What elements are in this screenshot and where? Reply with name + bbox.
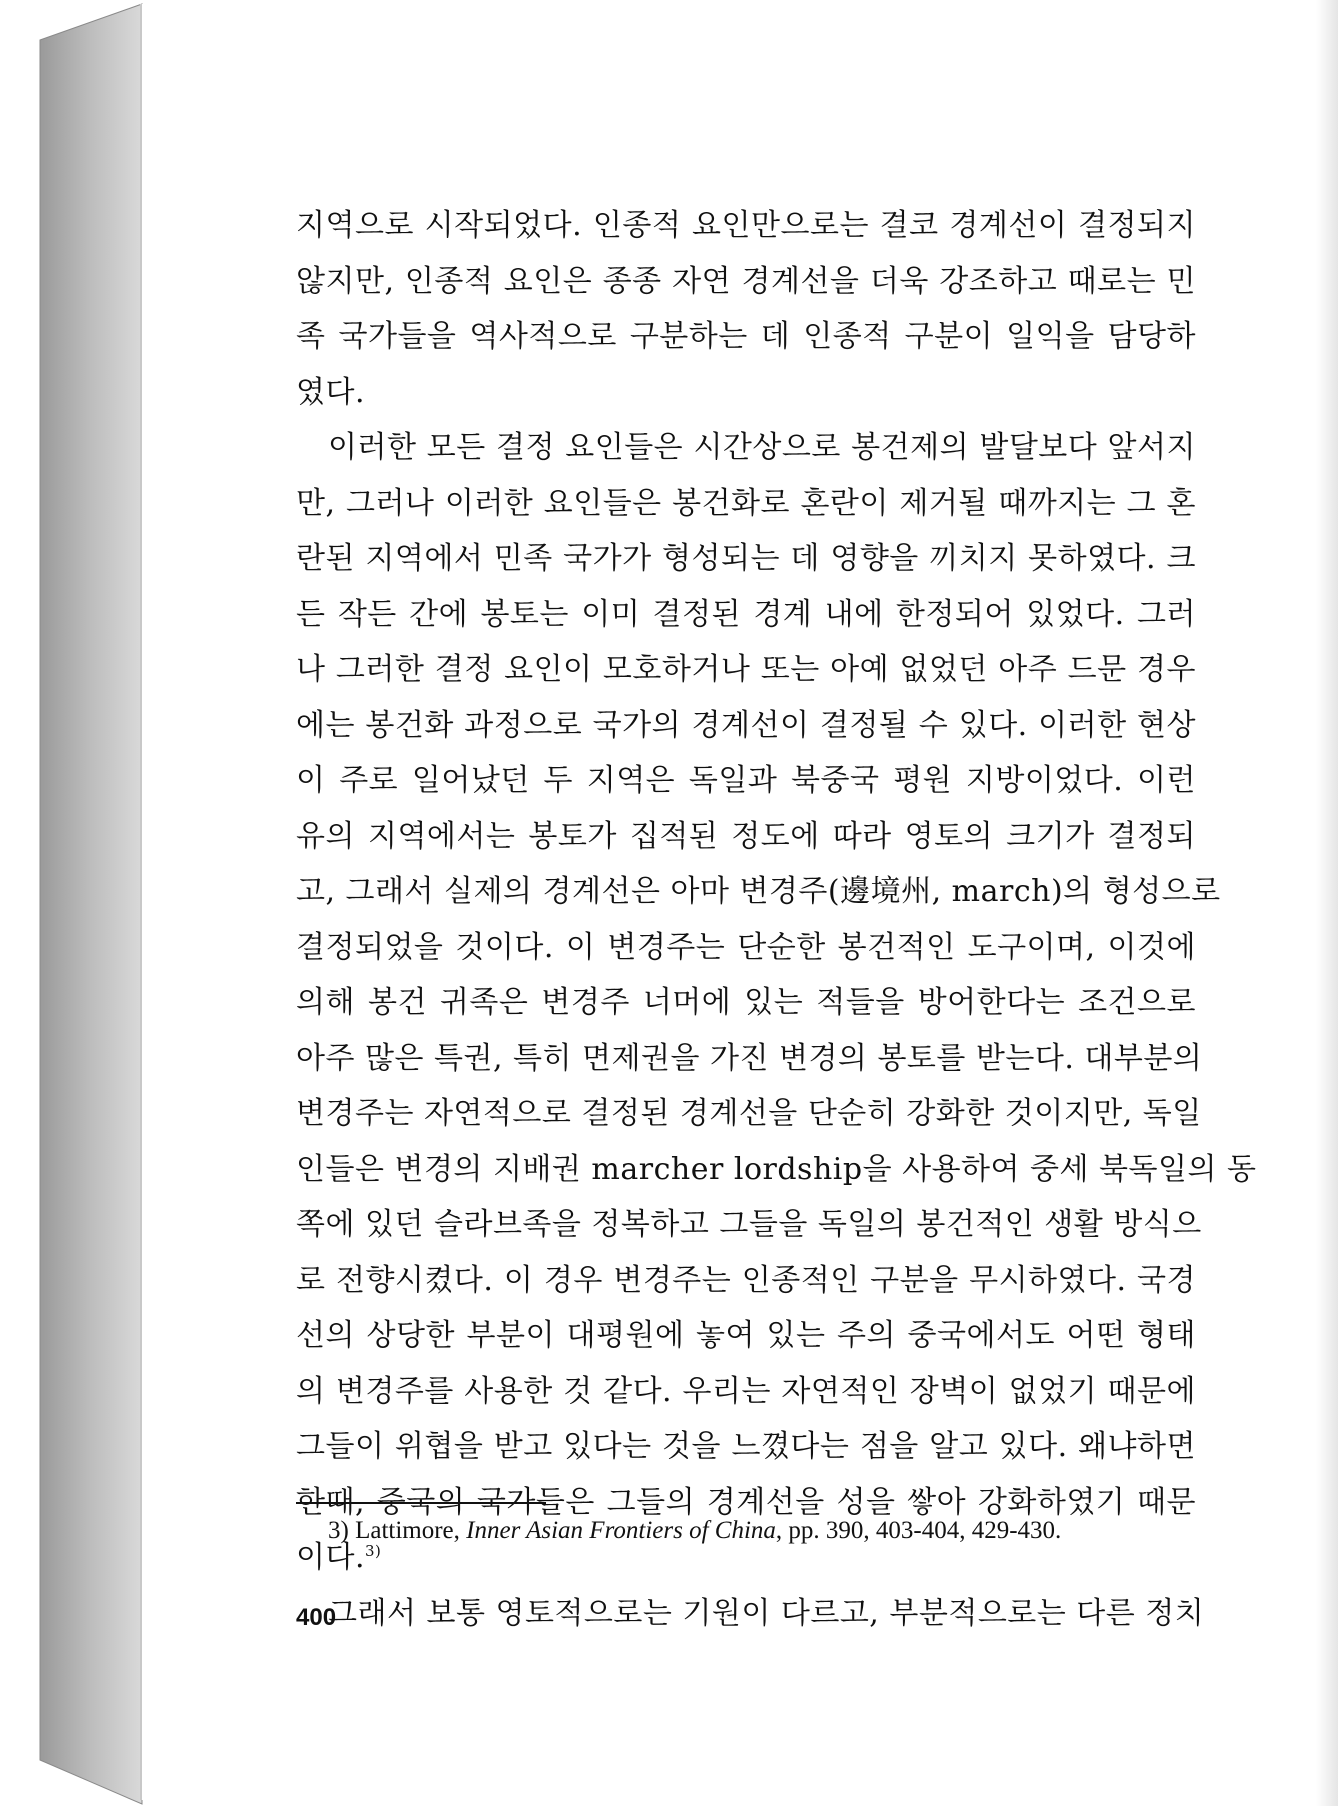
page-edge-shadow (1316, 0, 1338, 1806)
footnote-title: Inner Asian Frontiers of China (466, 1517, 776, 1544)
text-line: 든 작든 간에 봉토는 이미 결정된 경계 내에 한정되어 있었다. 그러 (296, 596, 1196, 632)
text-line: 였다. (296, 374, 365, 410)
body-text (296, 198, 1257, 1641)
text-segment: 이다. (296, 1540, 365, 1575)
text-line: 쪽에 있던 슬라브족을 정복하고 그들을 독일의 봉건적인 생활 방식으 (296, 1207, 1202, 1242)
footnote-divider (296, 1502, 546, 1504)
text-line: 않지만, 인종적 요인은 종종 자연 경계선을 더욱 강조하고 때로는 민 (296, 263, 1196, 299)
text-line: 로 전향시켰다. 이 경우 변경주는 인종적인 구분을 무시하였다. 국경 (296, 1262, 1196, 1298)
footnote-reference: 3) (365, 1542, 382, 1560)
footnote-pages: , pp. 390, 403-404, 429-430. (775, 1517, 1062, 1544)
text-line: 이러한 모든 결정 요인들은 시간상으로 봉건제의 발달보다 앞서지 (328, 430, 1196, 465)
text-line: 이 주로 일어났던 두 지역은 독일과 북중국 평원 지방이었다. 이런 (296, 763, 1196, 798)
text-line: 변경주는 자연적으로 결정된 경계선을 단순히 강화한 것이지만, 독일 (296, 1096, 1202, 1131)
text-line: 에는 봉건화 과정으로 국가의 경계선이 결정될 수 있다. 이러한 현상 (296, 707, 1196, 743)
text-line: 의 변경주를 사용한 것 같다. 우리는 자연적인 장벽이 없었기 때문에 (296, 1373, 1196, 1409)
text-line: 지역으로 시작되었다. 인종적 요인만으로는 결코 경계선이 결정되지 (296, 208, 1196, 243)
text-line: 의해 봉건 귀족은 변경주 너머에 있는 적들을 방어한다는 조건으로 (296, 985, 1196, 1020)
text-line: 그래서 보통 영토적으로는 기원이 다르고, 부분적으로는 다른 정치 (328, 1595, 1205, 1631)
text-line: 그들이 위협을 받고 있다는 것을 느꼈다는 점을 알고 있다. 왜냐하면 (296, 1429, 1196, 1464)
page-number: 400 (296, 1604, 337, 1631)
text-line: 만, 그러나 이러한 요인들은 봉건화로 혼란이 제거될 때까지는 그 혼 (296, 485, 1196, 521)
footnote (328, 1517, 1208, 1545)
footnote-author: Lattimore, (355, 1517, 460, 1544)
text-line: 결정되었을 것이다. 이 변경주는 단순한 봉건적인 도구이며, 이것에 (296, 929, 1196, 965)
text-line: 고, 그래서 실제의 경계선은 아마 변경주(邊境州, march)의 형성으로 (296, 874, 1221, 909)
text-line: 족 국가들을 역사적으로 구분하는 데 인종적 구분이 일익을 담당하 (296, 319, 1196, 354)
text-line: 선의 상당한 부분이 대평원에 놓여 있는 주의 중국에서도 어떤 형태 (296, 1318, 1196, 1353)
text-line: 아주 많은 특권, 특히 면제권을 가진 변경의 봉토를 받는다. 대부분의 (296, 1040, 1203, 1076)
footnote-number: 3) (328, 1517, 349, 1544)
text-line: 란된 지역에서 민족 국가가 형성되는 데 영향을 끼치지 못하였다. 크 (296, 541, 1196, 576)
text-line: 유의 지역에서는 봉토가 집적된 정도에 따라 영토의 크기가 결정되 (296, 818, 1196, 854)
text-line: 한때, 중국의 국가들은 그들의 경계선을 성을 쌓아 강화하였기 때문 (296, 1484, 1196, 1520)
text-line: 나 그러한 결정 요인이 모호하거나 또는 아예 없었던 아주 드문 경우 (296, 652, 1196, 687)
text-line: 인들은 변경의 지배권 marcher lordship을 사용하여 중세 북독일의 동 (296, 1151, 1257, 1187)
